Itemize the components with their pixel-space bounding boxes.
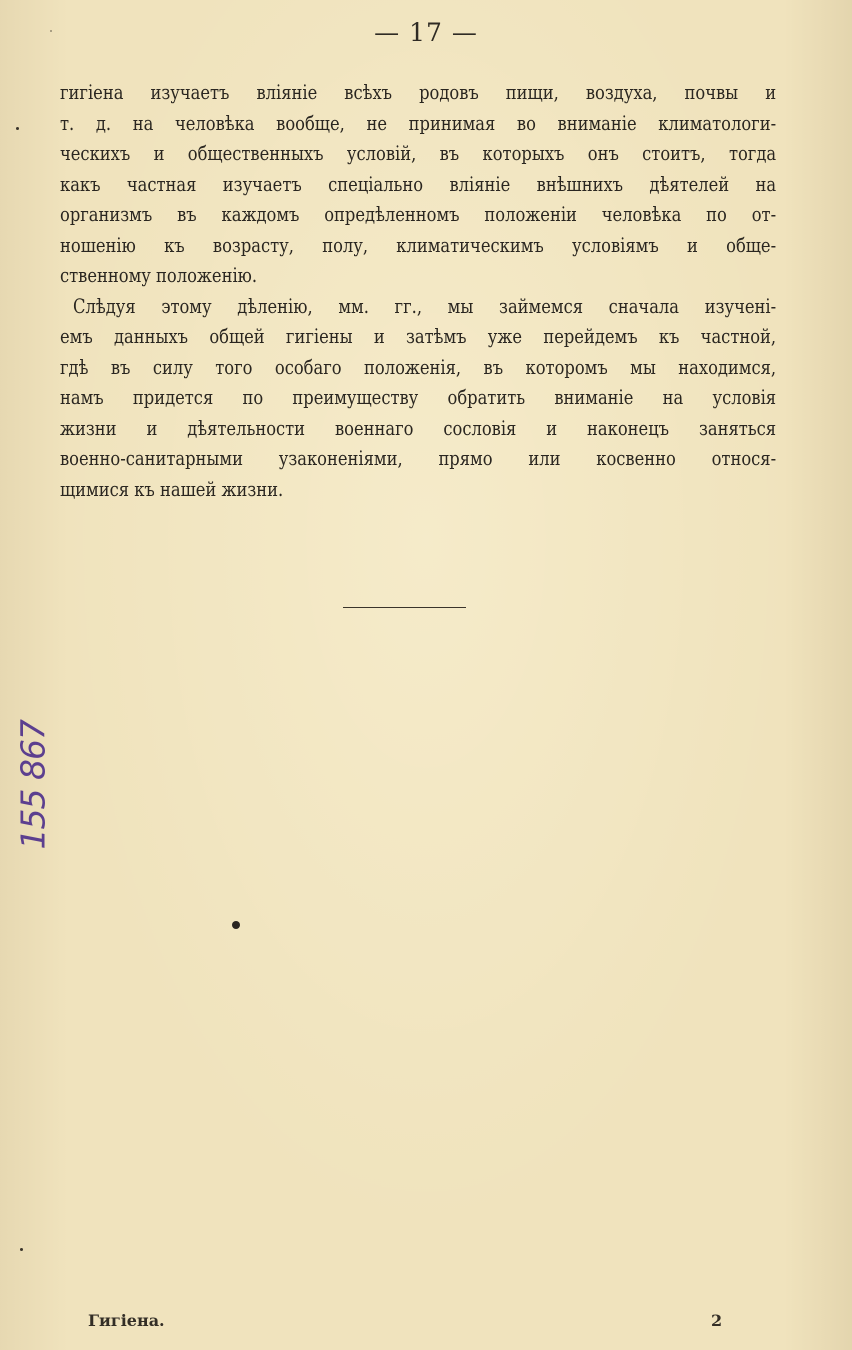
text-line: организмъ въ каждомъ опредѣленномъ положеніи человѣка по от- bbox=[60, 203, 777, 226]
text-line: щимися къ нашей жизни. bbox=[60, 477, 284, 501]
text-line: военно-санитарными узаконеніями, прямо или косвенно относя- bbox=[60, 447, 777, 470]
text-line: какъ частная изучаетъ спеціально вліяніе внѣшнихъ дѣятелей на bbox=[60, 172, 777, 196]
section-divider bbox=[343, 607, 466, 608]
paper-speck bbox=[16, 127, 19, 130]
text-line: Слѣдуя этому дѣленію, мм. гг., мы займемся сначала изученi- bbox=[73, 294, 777, 318]
footer-signature: Гигіена. bbox=[88, 1311, 165, 1330]
paper-speck bbox=[20, 1248, 23, 1251]
footer-sheet-number: 2 bbox=[711, 1311, 723, 1330]
text-line: гигіена изучаетъ вліяніе всѣхъ родовъ пищи, воздуха, почвы и bbox=[60, 81, 777, 104]
text-line: гдѣ въ силу того особаго положенія, въ которомъ мы находимся, bbox=[60, 355, 777, 379]
text-line: ческихъ и общественныхъ условій, въ которыхъ онъ стоитъ, тогда bbox=[60, 142, 777, 165]
text-line: жизни и дѣятельности военнаго сословія и наконецъ заняться bbox=[60, 416, 777, 440]
body-text bbox=[60, 78, 776, 505]
ink-dot bbox=[232, 921, 240, 929]
page-number: — 17 — bbox=[374, 18, 478, 47]
handwritten-inventory-number: 155 867 bbox=[13, 720, 53, 850]
text-line: намъ придется по преимуществу обратить вниманіе на условія bbox=[60, 386, 777, 409]
text-line: ношенію къ возрасту, полу, климатическимъ условіямъ и обще- bbox=[60, 233, 777, 257]
text-line: т. д. на человѣка вообще, не принимая во вниманіе климатологи- bbox=[60, 111, 777, 135]
paper-speck bbox=[50, 30, 52, 32]
text-line: емъ данныхъ общей гигіены и затѣмъ уже перейдемъ къ частной, bbox=[60, 325, 777, 348]
text-line: ственному положенію. bbox=[60, 264, 258, 287]
